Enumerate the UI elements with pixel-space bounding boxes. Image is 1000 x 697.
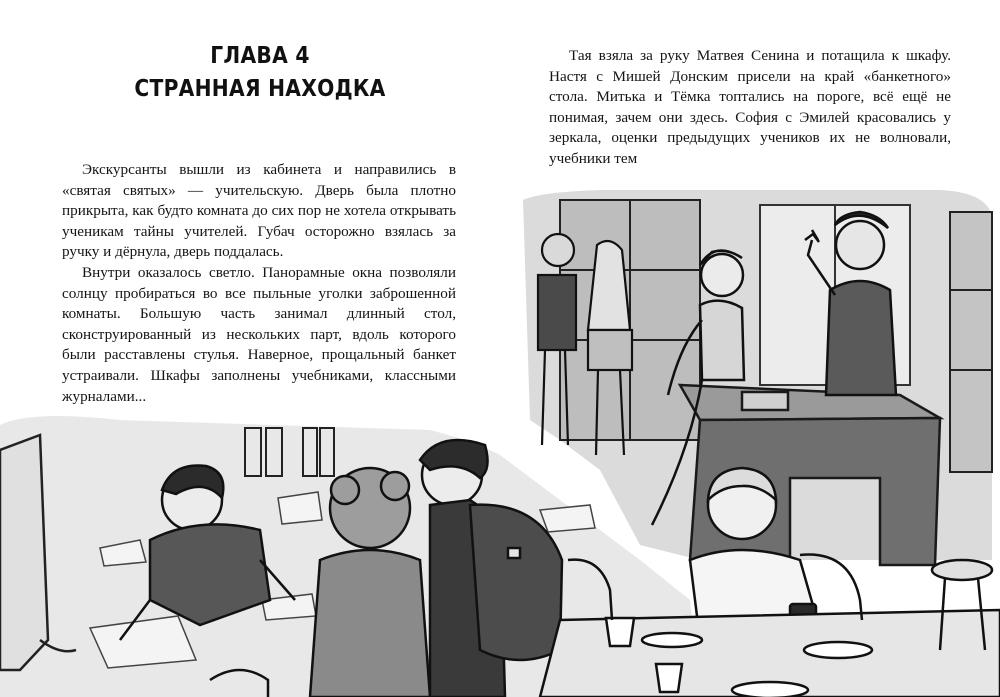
paragraph: Внутри оказалось светло. Панорамные окна позволяли солнцу пробираться во все пыльные уголки заброшенной комнаты. Большую часть занимал длинный стол, сконструированный из нескольких парт, вдоль которого были расставлены стулья. Наверное, прощальный банкет устраивали. Шкафы заполнены учебниками, классными журналами...	[62, 263, 456, 405]
boy-at-shelf	[538, 234, 576, 445]
room-background	[523, 190, 992, 560]
bookcase	[560, 200, 700, 440]
chairs	[210, 555, 992, 697]
banquet-table	[540, 610, 1000, 697]
paragraph: Тая взяла за руку Матвея Сенина и потащила к шкафу. Настя с Мишей Донским присели на край «банкетного» стола. Митька и Тёмка топтались на пороге, всё ещё не понимая, зачем они здесь. София с Эмилей красовались у зеркала, оценки предыдущих учеников их не волновали, учебники тем	[549, 47, 951, 167]
tall-figure-left	[0, 435, 76, 670]
window	[760, 205, 910, 385]
teacher-figure	[805, 212, 896, 395]
bookcase-right	[950, 212, 992, 472]
paragraph: Экскурсанты вышли из кабинета и направились в «святая святых» — учительскую. Дверь была плотно прикрыта, как будто комната до сих пор не хотела открывать ученикам тайны учителей. Губач осторожно взялась за ручку и дёрнула, дверь поддалась.	[62, 161, 456, 261]
teacher-desk	[680, 385, 940, 565]
chapter-heading	[124, 40, 397, 106]
background-legs	[245, 428, 334, 476]
woman-at-desk	[652, 250, 744, 525]
right-text-column	[549, 46, 951, 170]
floor-wash	[0, 416, 700, 697]
boy-with-backpack	[420, 440, 562, 697]
chapter-title: СТРАННАЯ НАХОДКА	[134, 76, 386, 102]
curly-haired-girl	[310, 468, 430, 697]
bored-boy	[690, 468, 820, 644]
left-text-column	[62, 160, 456, 407]
chapter-number: ГЛАВА 4	[210, 43, 310, 69]
crouching-boy	[120, 466, 295, 641]
scattered-papers	[90, 492, 595, 668]
girl-at-shelf	[588, 241, 632, 455]
